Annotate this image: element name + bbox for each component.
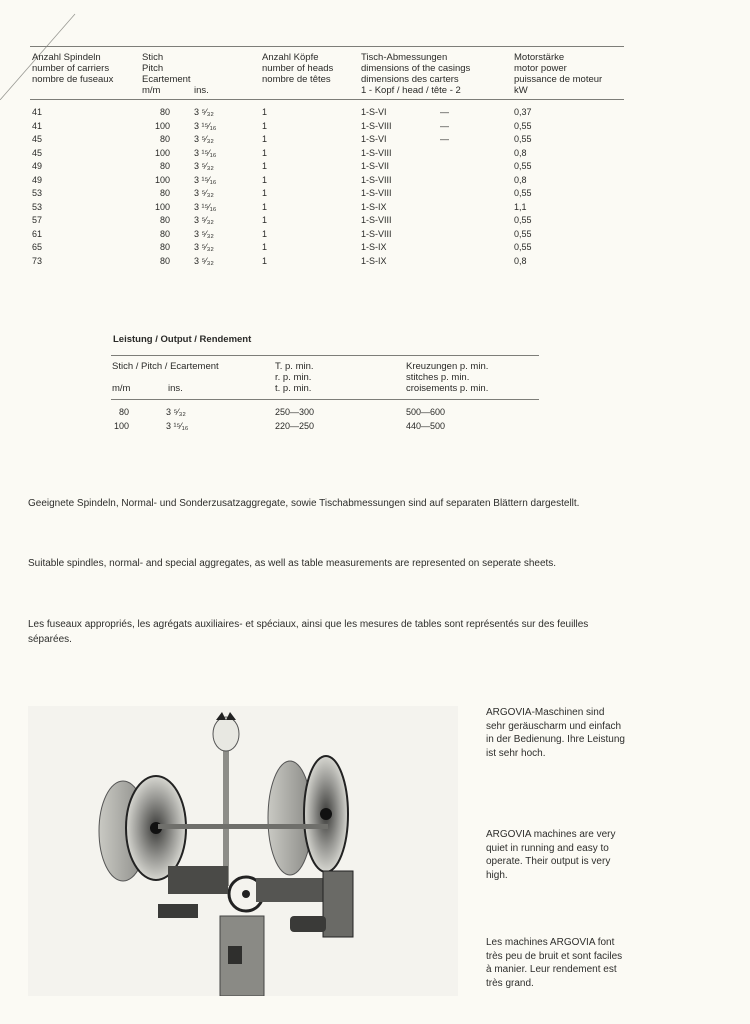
cell-ins: 3 ⁵⁄₃₂ <box>194 188 214 198</box>
header-carriers: Anzahl Spindeln number of carriers nombre de fuseaux <box>32 52 114 85</box>
cell-mm: 80 <box>159 134 170 144</box>
cell-head1: 1-S-VIII <box>361 215 392 225</box>
cell-ins: 3 ⁵⁄₃₂ <box>194 228 214 239</box>
cell-mm: 100 <box>154 174 170 185</box>
cell-head1: 1-S-VIII <box>361 188 392 198</box>
output-cell-speed: 250—300 <box>275 407 315 417</box>
cell-ins: 3 ¹⁵⁄₁₆ <box>194 201 217 212</box>
cell-heads: 1 <box>262 174 268 185</box>
output-header-rule <box>111 399 539 400</box>
table-row <box>30 214 624 228</box>
cell-head1: 1-S-VIII <box>361 120 392 131</box>
cell-head1: 1-S-VIII <box>361 174 392 185</box>
cell-carriers: 57 <box>32 215 43 225</box>
output-cell-crossings: 500—600 <box>406 407 446 417</box>
output-table <box>111 355 539 431</box>
unit-mm: m/m <box>142 85 161 96</box>
cell-carriers: 49 <box>32 161 43 171</box>
output-cell-speed: 220—250 <box>275 420 315 431</box>
paragraph-german: Geeignete Spindeln, Normal- und Sonderzusatzaggregate, sowie Tischabmessungen sind auf separaten Blättern dargestellt. <box>28 498 580 509</box>
table-row <box>30 160 624 174</box>
braiding-machine-illustration <box>28 706 458 996</box>
table-row <box>30 201 624 215</box>
cell-mm: 80 <box>159 242 170 252</box>
cell-head1: 1-S-VI <box>361 134 387 144</box>
cell-mm: 80 <box>159 215 170 225</box>
cell-head1: 1-S-IX <box>361 255 387 266</box>
table-row <box>30 241 624 255</box>
table-row <box>30 147 624 161</box>
cell-heads: 1 <box>262 242 268 252</box>
cell-carriers: 61 <box>32 228 43 239</box>
cell-mm: 80 <box>159 161 170 171</box>
cell-carriers: 53 <box>32 201 43 212</box>
cell-heads: 1 <box>262 107 268 117</box>
cell-kw: 0,55 <box>514 242 532 252</box>
cell-kw: 0,55 <box>514 120 532 131</box>
output-unit-mm: m/m <box>112 383 131 394</box>
cell-ins: 3 ¹⁵⁄₁₆ <box>194 174 217 185</box>
output-cell-mm: 80 <box>118 407 129 417</box>
cell-heads: 1 <box>262 161 268 171</box>
cell-head2: — <box>440 120 449 131</box>
output-header-crossings: Kreuzungen p. min. stitches p. min. croisements p. min. <box>406 361 489 394</box>
output-top-rule <box>111 355 539 356</box>
cell-heads: 1 <box>262 188 268 198</box>
output-cell-crossings: 440—500 <box>406 420 446 431</box>
paragraph-french: Les fuseaux appropriés, les agrégats auxiliaires- et spéciaux, ainsi que les mesures de tables sont représentés sur des feuilles séparées. <box>28 619 589 645</box>
cell-kw: 0,55 <box>514 161 532 171</box>
cell-mm: 100 <box>154 201 170 212</box>
table-row <box>30 133 624 147</box>
cell-head1: 1-S-VII <box>361 161 390 171</box>
table-row <box>30 255 624 269</box>
cell-carriers: 45 <box>32 147 43 158</box>
table-top-rule <box>30 46 624 47</box>
cell-carriers: 49 <box>32 174 43 185</box>
output-row <box>111 406 539 420</box>
caption-english: ARGOVIA machines are very quiet in running and easy to operate. Their output is very high. <box>486 829 616 881</box>
output-title: Leistung / Output / Rendement <box>113 334 252 345</box>
cell-head2: — <box>440 134 449 144</box>
cell-carriers: 53 <box>32 188 43 198</box>
output-cell-ins: 3 ¹⁵⁄₁₆ <box>166 420 189 431</box>
cell-ins: 3 ⁵⁄₃₂ <box>194 242 214 252</box>
table-row <box>30 120 624 134</box>
table-row <box>30 187 624 201</box>
cell-mm: 100 <box>154 147 170 158</box>
cell-carriers: 41 <box>32 120 43 131</box>
cell-head1: 1-S-VIII <box>361 228 392 239</box>
cell-head1: 1-S-IX <box>361 201 387 212</box>
cell-heads: 1 <box>262 147 268 158</box>
header-casings: Tisch-Abmessungen dimensions of the casings dimensions des carters 1 - Kopf / head / tête - 2 <box>361 52 471 96</box>
output-cell-ins: 3 ⁵⁄₃₂ <box>166 407 186 417</box>
table-header-rule <box>30 99 624 100</box>
output-header-pitch: Stich / Pitch / Ecartement m/m ins. <box>112 361 219 394</box>
unit-ins: ins. <box>194 85 209 96</box>
cell-head1: 1-S-VIII <box>361 147 392 158</box>
cell-ins: 3 ¹⁵⁄₁₆ <box>194 120 217 131</box>
cell-ins: 3 ⁵⁄₃₂ <box>194 107 214 117</box>
cell-ins: 3 ⁵⁄₃₂ <box>194 134 214 144</box>
cell-mm: 80 <box>159 188 170 198</box>
paragraph-english: Suitable spindles, normal- and special aggregates, as well as table measurements are represented on seperate sheets. <box>28 558 557 569</box>
cell-kw: 0,8 <box>514 147 527 158</box>
cell-head1: 1-S-VI <box>361 107 387 117</box>
cell-kw: 0,8 <box>514 255 527 266</box>
cell-kw: 0,8 <box>514 174 527 185</box>
table-row <box>30 106 624 120</box>
cell-mm: 80 <box>159 228 170 239</box>
cell-kw: 0,55 <box>514 134 532 144</box>
cell-ins: 3 ⁵⁄₃₂ <box>194 215 214 225</box>
cell-carriers: 65 <box>32 242 43 252</box>
cell-ins: 3 ⁵⁄₃₂ <box>194 161 214 171</box>
corner-fold-mark <box>0 0 90 100</box>
cell-kw: 1,1 <box>514 201 527 212</box>
output-header-speed: T. p. min. r. p. min. t. p. min. <box>275 361 314 394</box>
cell-heads: 1 <box>262 215 268 225</box>
cell-mm: 80 <box>159 107 170 117</box>
cell-head2: — <box>440 107 449 117</box>
header-heads: Anzahl Köpfe number of heads nombre de têtes <box>262 52 334 85</box>
cell-carriers: 45 <box>32 134 43 144</box>
output-cell-mm: 100 <box>113 420 129 431</box>
table-row <box>30 174 624 188</box>
output-unit-ins: ins. <box>168 383 183 394</box>
caption-french: Les machines ARGOVIA font très peu de bruit et sont faciles à manier. Leur rendement est très grand. <box>486 937 623 989</box>
cell-ins: 3 ⁵⁄₃₂ <box>194 255 214 266</box>
machine-photo <box>28 706 458 996</box>
cell-kw: 0,55 <box>514 188 532 198</box>
cell-heads: 1 <box>262 120 268 131</box>
cell-mm: 100 <box>154 120 170 131</box>
header-motor: Motorstärke motor power puissance de moteur kW <box>514 52 603 96</box>
cell-mm: 80 <box>159 255 170 266</box>
cell-heads: 1 <box>262 255 268 266</box>
cell-heads: 1 <box>262 201 268 212</box>
cell-kw: 0,37 <box>514 107 532 117</box>
cell-carriers: 73 <box>32 255 43 266</box>
header-pitch: Stich Pitch Ecartement m/m ins. <box>142 52 209 96</box>
cell-heads: 1 <box>262 228 268 239</box>
cell-carriers: 41 <box>32 107 43 117</box>
cell-heads: 1 <box>262 134 268 144</box>
cell-kw: 0,55 <box>514 228 532 239</box>
output-row <box>111 420 539 434</box>
cell-kw: 0,55 <box>514 215 532 225</box>
cell-head1: 1-S-IX <box>361 242 387 252</box>
caption-german: ARGOVIA-Maschinen sind sehr geräuscharm und einfach in der Bedienung. Ihre Leistung ist sehr hoch. <box>486 707 625 759</box>
table-row <box>30 228 624 242</box>
cell-ins: 3 ¹⁵⁄₁₆ <box>194 147 217 158</box>
